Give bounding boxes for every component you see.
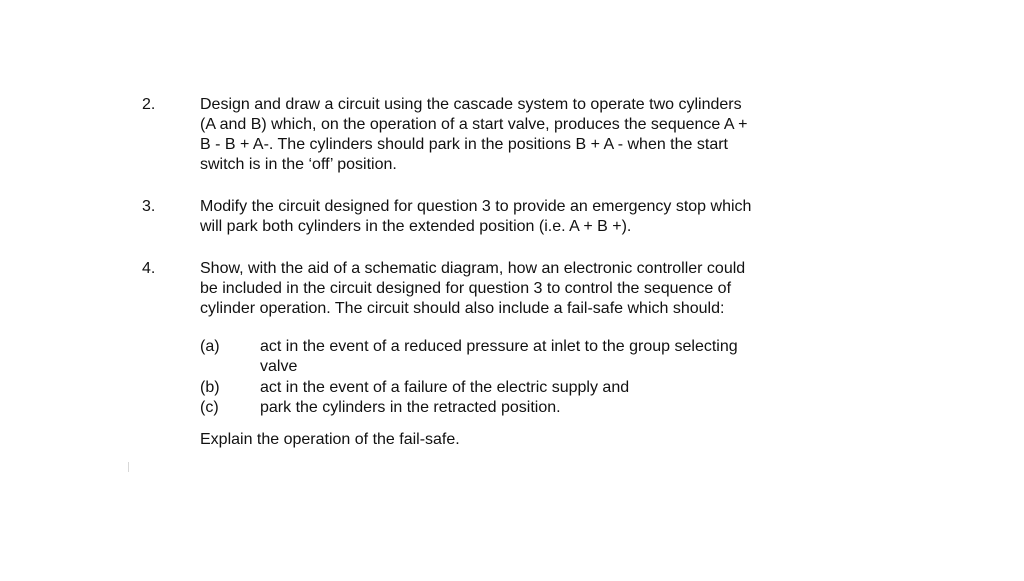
question-text: Show, with the aid of a schematic diagram, how an electronic controller could be included in the circuit designed for question 3 to control the sequence of cylinder operation. The circuit should also include a fail-safe which should: <box>200 260 746 317</box>
question-number: 3. <box>142 198 156 215</box>
subitem-text: park the cylinders in the retracted position. <box>260 399 561 416</box>
question-text: Modify the circuit designed for question 3 to provide an emergency stop which will park both cylinders in the extended position (i.e. A + B +). <box>200 198 752 235</box>
subitem-label: (b) <box>200 379 220 396</box>
question-text: Design and draw a circuit using the cascade system to operate two cylinders (A and B) which, on the operation of a start valve, produces the sequence A + B - B + A-. The cylinders should park in the positions B + A - when the start switch is in the ‘off’ position. <box>200 96 748 173</box>
closing-instruction: Explain the operation of the fail-safe. <box>200 431 460 448</box>
question-number: 4. <box>142 260 156 277</box>
question-number: 2. <box>142 96 156 113</box>
subitem-label: (c) <box>200 399 219 416</box>
subitem-label: (a) <box>200 338 220 355</box>
page-edge-mark <box>128 462 129 472</box>
subitem-text: act in the event of a failure of the electric supply and <box>260 379 630 396</box>
subitem-text: act in the event of a reduced pressure at inlet to the group selecting valve <box>260 338 738 375</box>
